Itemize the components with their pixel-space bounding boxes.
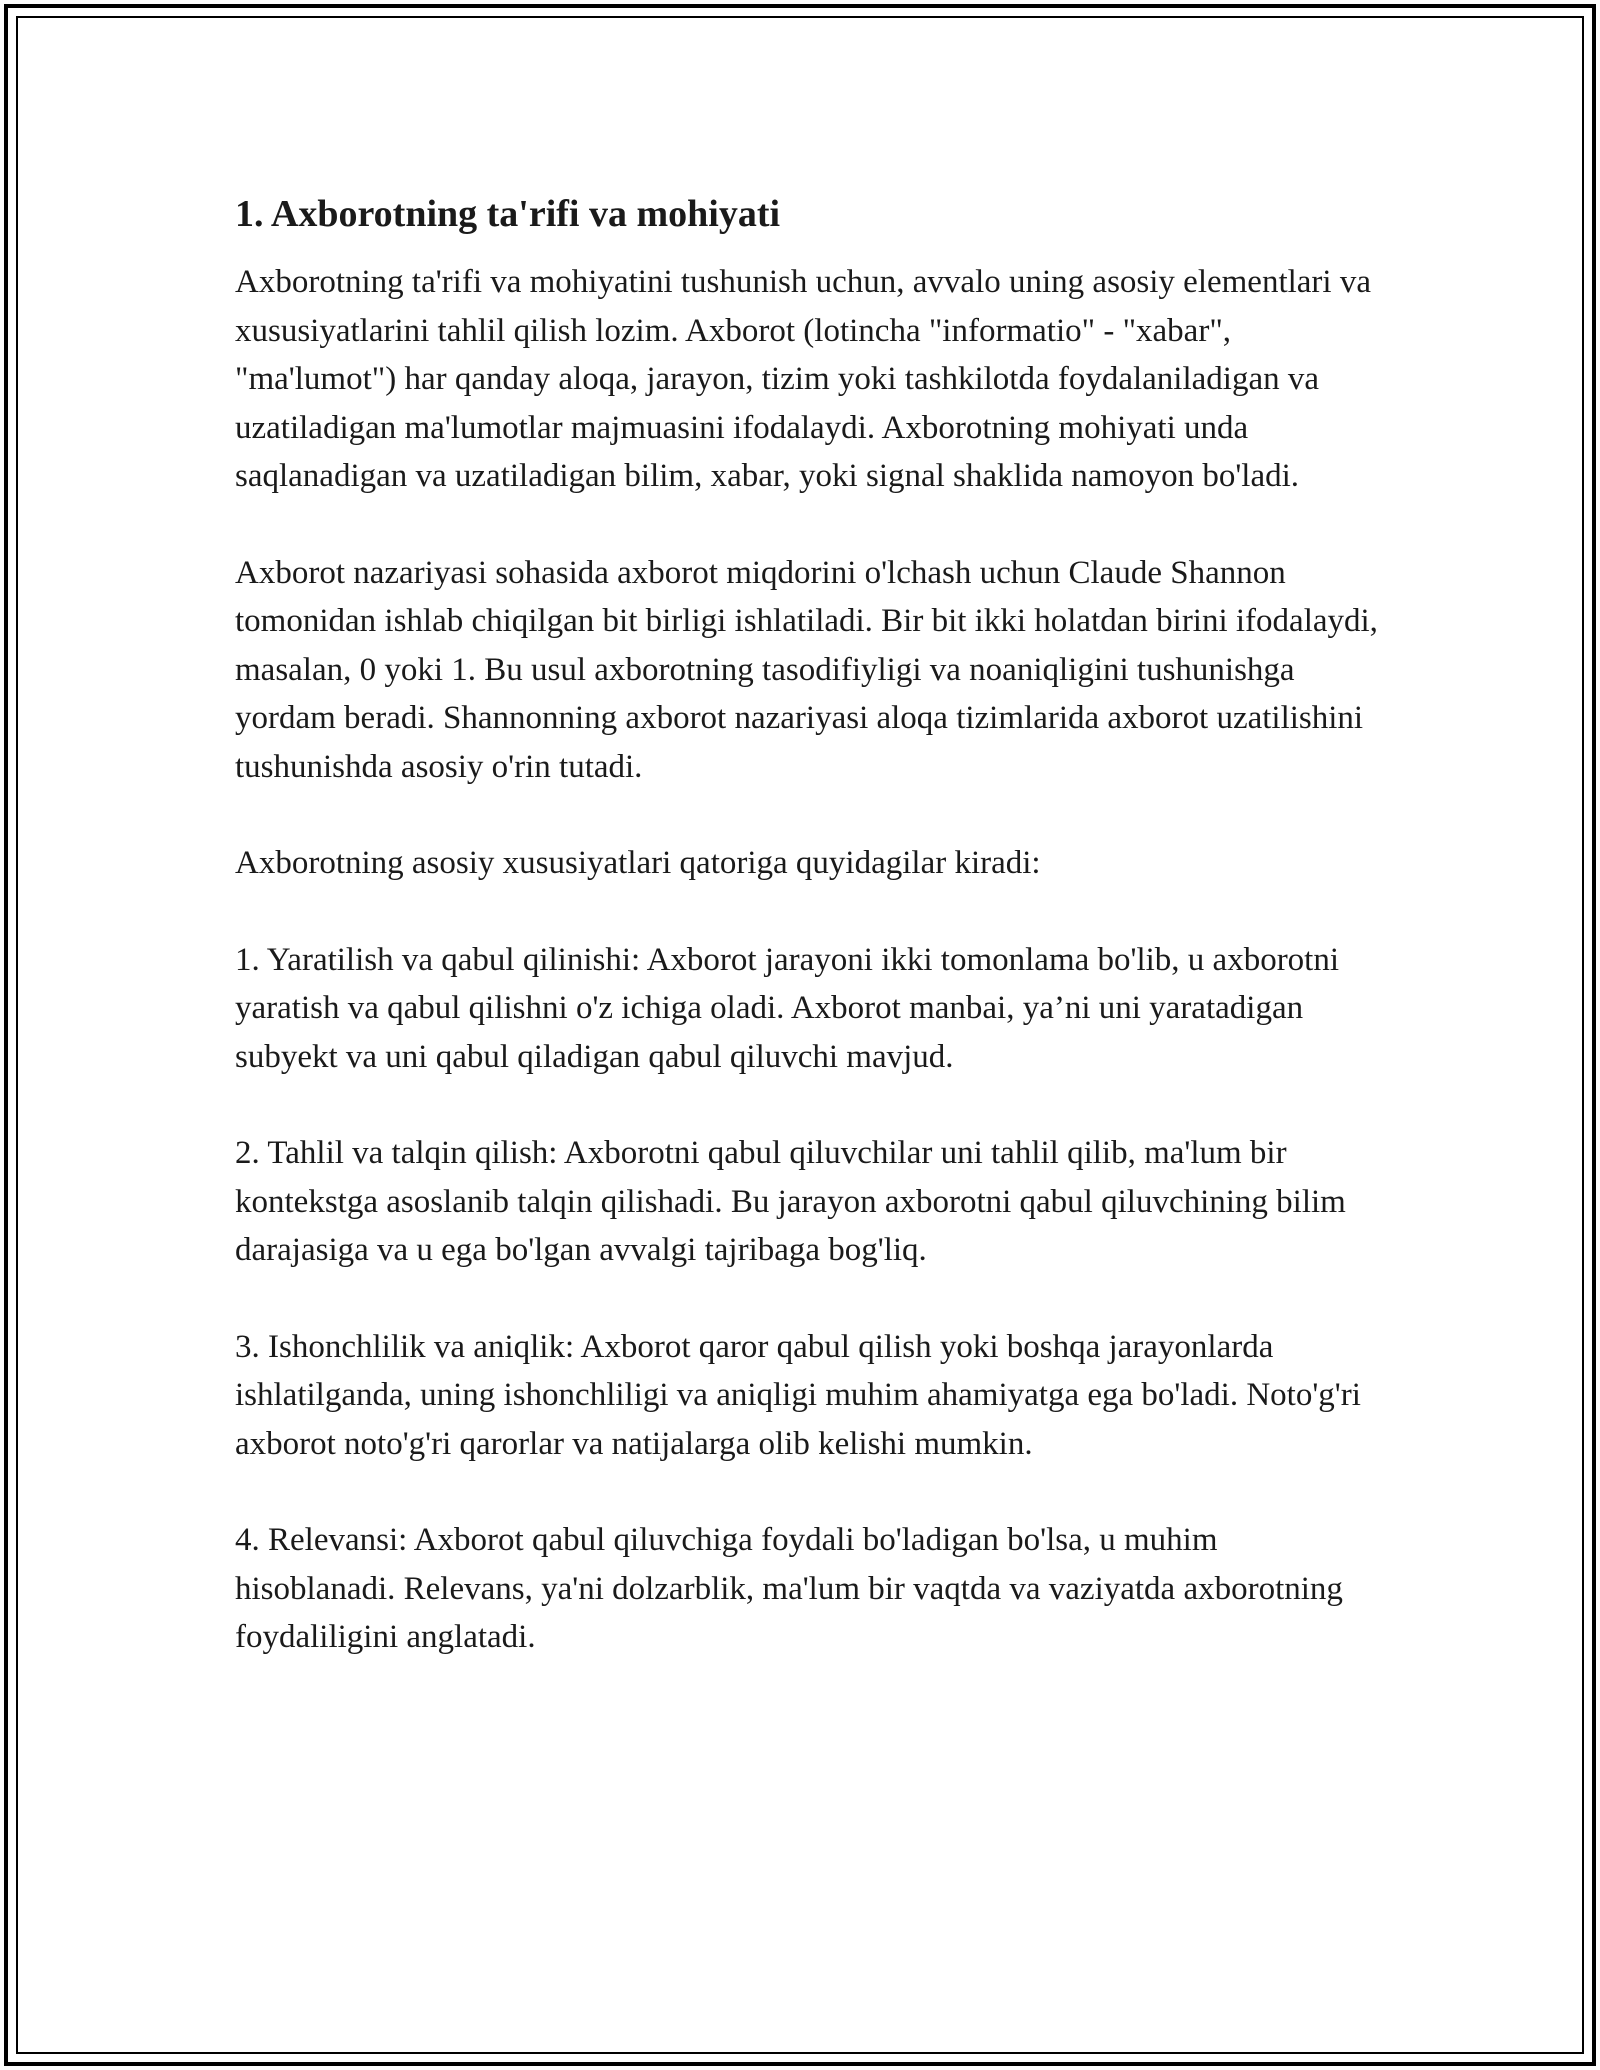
list-item-creation-reception: 1. Yaratilish va qabul qilinishi: Axborot jarayoni ikki tomonlama bo'lib, u axborotni yaratish va qabul qilishni o'z ichiga oladi. Axborot manbai, ya’ni uni yaratadigan subyekt va uni qabul qiladigan qabul qiluvchi mavjud. [235,941,1340,1075]
list-item-analysis-interpretation: 2. Tahlil va talqin qilish: Axborotni qabul qiluvchilar uni tahlil qilib, ma'lum bir kontekstga asoslanib talqin qilishadi. Bu jarayon axborotni qabul qiluvchining bilim darajasiga va u ega bo'lgan avvalgi tajribaga bog'liq. [235,1135,1346,1268]
paragraph-definition: Axborotning ta'rifi va mohiyatini tushunish uchun, avvalo uning asosiy elementlari va xususiyatlarini tahlil qilish lozim. Axborot (lotincha "informatio" - "xabar", "ma'lumot") har qanday aloqa, jarayon, tizim yoki tashkilotda foydalaniladigan va uzatiladigan ma'lumotlar majmuasini ifodalaydi. Axborotning mohiyati unda saqlanadigan va uzatiladigan bilim, xabar, yoki signal shaklida namoyon bo'ladi. [235,264,1371,494]
section-heading: 1. Axborotning ta'rifi va mohiyati [235,193,781,235]
paragraph-properties-intro: Axborotning asosiy xususiyatlari qatoriga quyidagilar kiradi: [235,845,1041,881]
list-item-reliability-accuracy: 3. Ishonchlilik va aniqlik: Axborot qaror qabul qilish yoki boshqa jarayonlarda ishlatilganda, uning ishonchliligi va aniqligi muhim ahamiyatga ega bo'ladi. Noto'g'ri axborot noto'g'ri qarorlar va natijalarga olib kelishi mumkin. [235,1328,1361,1462]
list-item-relevance: 4. Relevansi: Axborot qabul qiluvchiga foydali bo'ladigan bo'lsa, u muhim hisoblanadi. Relevans, ya'ni dolzarblik, ma'lum bir vaqtda va vaziyatda axborotning foydaliligini anglatadi. [235,1522,1343,1655]
paragraph-shannon-theory: Axborot nazariyasi sohasida axborot miqdorini o'lchash uchun Claude Shannon tomonidan ishlab chiqilgan bit birligi ishlatiladi. Bir bit ikki holatdan birini ifodalaydi, masalan, 0 yoki 1. Bu usul axborotning tasodifiyligi va noaniqligini tushunishga yordam beradi. Shannonning axborot nazariyasi aloqa tizimlarida axborot uzatilishini tushunishda asosiy o'rin tutadi. [235,554,1378,785]
document-page [235,186,1380,1662]
